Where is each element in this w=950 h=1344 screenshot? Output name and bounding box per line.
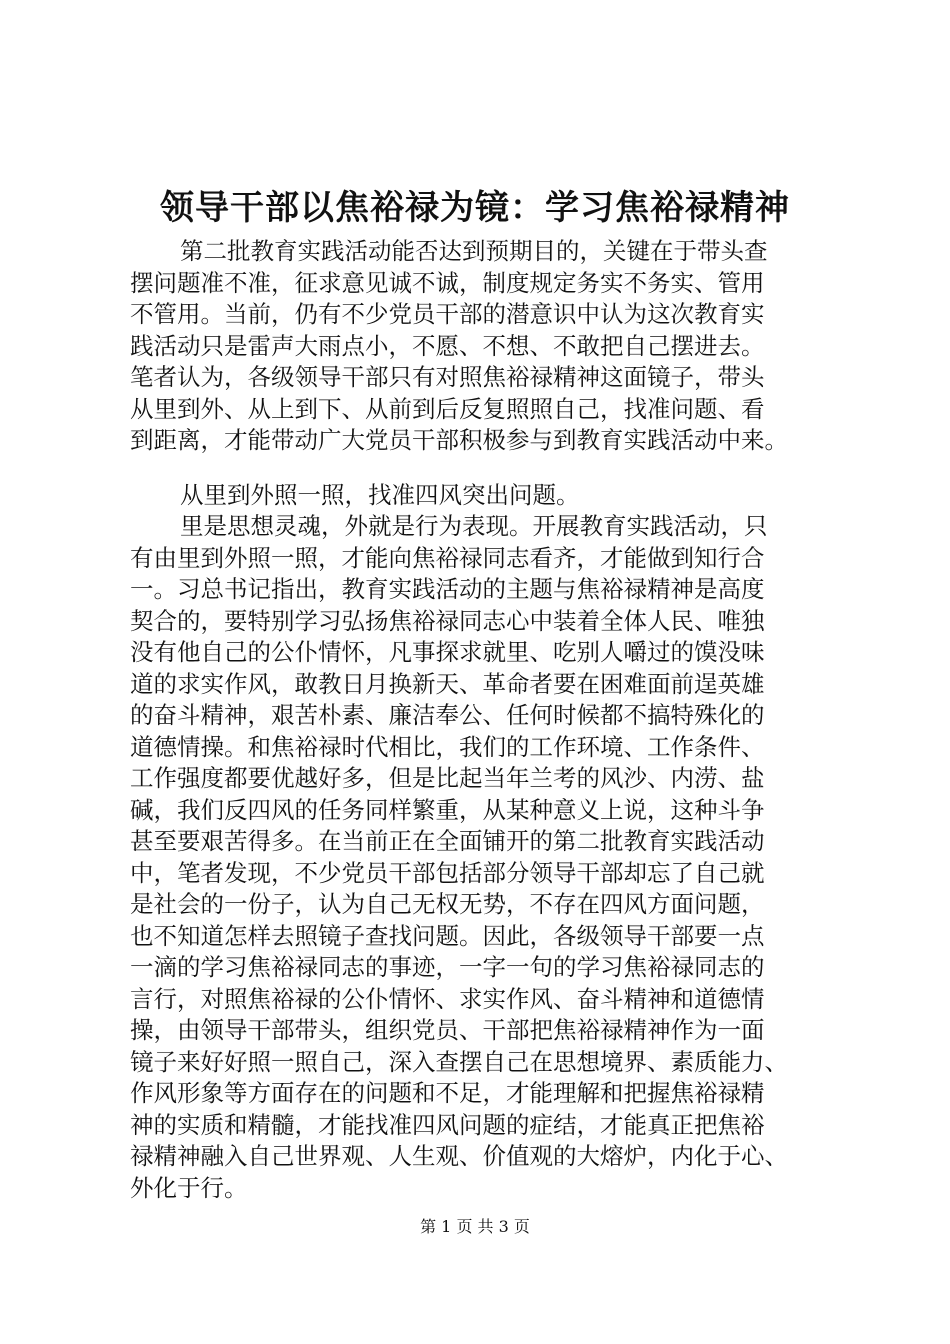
text-line: 言行，对照焦裕禄的公仆情怀、求实作风、奋斗精神和道德情 [130,984,765,1013]
text-line: 中，笔者发现，不少党员干部包括部分领导干部却忘了自己就 [130,858,765,887]
text-line: 里是思想灵魂，外就是行为表现。开展教育实践活动，只 [180,512,768,540]
text-line: 外化于行。 [130,1173,248,1202]
text-line: 从里到外、从上到下、从前到后反复照照自己，找准问题、看 [130,394,765,423]
paragraph-intro [130,236,830,457]
text-line: 镜子来好好照一照自己，深入查摆自己在思想境界、素质能力、 [130,1047,788,1076]
text-line: 作风形象等方面存在的问题和不足，才能理解和把握焦裕禄精 [130,1079,765,1107]
text-line: 一滴的学习焦裕禄同志的事迹，一字一句的学习焦裕禄同志的 [130,953,765,981]
text-line: 没有他自己的公仆情怀，凡事探求就里、吃别人嚼过的馍没味 [130,638,765,666]
text-line: 道的求实作风，敢教日月换新天、革命者要在困难面前逞英雄 [130,669,765,698]
text-line: 的奋斗精神，艰苦朴素、廉洁奉公、任何时候都不搞特殊化的 [130,701,765,729]
text-line: 一。习总书记指出，教育实践活动的主题与焦裕禄精神是高度 [130,575,765,603]
text-line: 神的实质和精髓，才能找准四风问题的症结，才能真正把焦裕 [130,1110,765,1139]
text-line: 禄精神融入自己世界观、人生观、价值观的大熔炉，内化于心、 [130,1142,788,1170]
text-line: 工作强度都要优越好多，但是比起当年兰考的风沙、内涝、盐 [130,764,765,792]
text-line: 笔者认为，各级领导干部只有对照焦裕禄精神这面镜子，带头 [130,363,765,391]
text-line: 也不知道怎样去照镜子查找问题。因此，各级领导干部要一点 [130,921,765,950]
section-heading: 从里到外照一照，找准四风突出问题。 [180,481,580,509]
text-line: 摆问题准不准，征求意见诚不诚，制度规定务实不务实、管用 [130,268,765,297]
text-line: 第二批教育实践活动能否达到预期目的，关键在于带头查 [180,237,768,265]
text-line: 是社会的一份子，认为自己无权无势，不存在四风方面问题， [130,890,765,918]
text-line: 不管用。当前，仍有不少党员干部的潜意识中认为这次教育实 [130,300,765,328]
text-line: 碱，我们反四风的任务同样繁重，从某种意义上说，这种斗争 [130,795,765,824]
text-line: 道德情操。和焦裕禄时代相比，我们的工作环境、工作条件、 [130,732,765,761]
page-number-footer: 第 1 页 共 3 页 [420,1217,530,1236]
text-line: 契合的，要特别学习弘扬焦裕禄同志心中装着全体人民、唯独 [130,606,765,635]
section-heading-block [130,480,830,512]
text-line: 到距离，才能带动广大党员干部积极参与到教育实践活动中来。 [130,426,788,454]
text-line: 践活动只是雷声大雨点小，不愿、不想、不敢把自己摆进去。 [130,331,765,360]
document-title: 领导干部以焦裕禄为镜：学习焦裕禄精神 [160,188,790,228]
paragraph-main [130,511,830,1204]
text-line: 有由里到外照一照，才能向焦裕禄同志看齐，才能做到知行合 [130,543,765,572]
text-line: 甚至要艰苦得多。在当前正在全面铺开的第二批教育实践活动 [130,827,765,855]
text-line: 操，由领导干部带头，组织党员、干部把焦裕禄精神作为一面 [130,1016,765,1044]
